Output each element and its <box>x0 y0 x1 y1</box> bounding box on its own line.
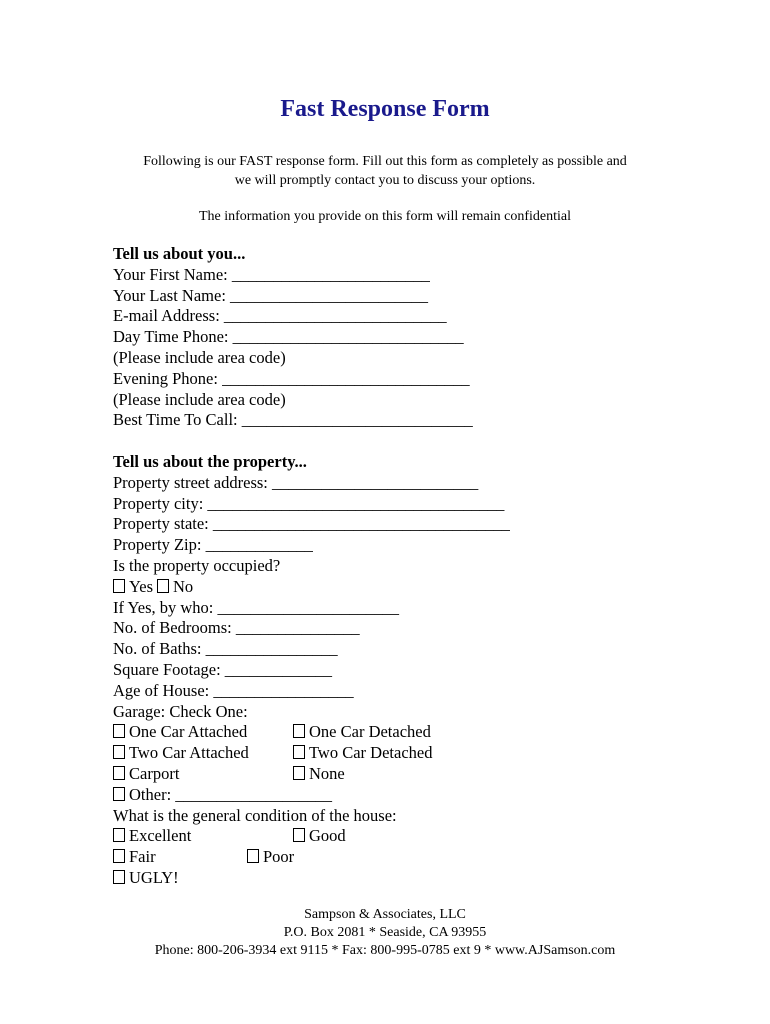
condition-fair-option[interactable] <box>113 847 156 868</box>
checkbox-icon <box>157 579 169 593</box>
street-address-field[interactable]: Property street address: _________________________ <box>113 472 479 492</box>
checkbox-icon <box>113 579 125 593</box>
checkbox-icon <box>293 766 305 780</box>
garage-two-attached-option[interactable] <box>113 743 249 764</box>
garage-one-detached-option[interactable] <box>293 722 431 743</box>
checkbox-icon <box>293 724 305 738</box>
garage-options-row-3 <box>113 764 673 785</box>
evening-phone-field[interactable]: Evening Phone: ______________________________ <box>113 368 470 388</box>
checkbox-icon <box>113 745 125 759</box>
garage-none-option[interactable] <box>293 764 345 785</box>
email-field[interactable]: E-mail Address: ___________________________ <box>113 306 447 326</box>
garage-two-detached-label: Two Car Detached <box>309 743 433 763</box>
checkbox-icon <box>113 724 125 738</box>
about-you-heading: Tell us about you... <box>113 244 246 263</box>
garage-options-row-2 <box>113 743 673 764</box>
occupied-yes-label: Yes <box>129 576 154 596</box>
about-property-heading: Tell us about the property... <box>113 451 307 471</box>
checkbox-icon <box>113 870 125 884</box>
condition-poor-label: Poor <box>263 847 295 867</box>
garage-other-label: Other: ___________________ <box>129 784 333 804</box>
occupant-field[interactable]: If Yes, by who: ______________________ <box>113 597 400 617</box>
best-time-field[interactable]: Best Time To Call: ____________________________ <box>113 410 473 430</box>
garage-carport-label: Carport <box>129 763 180 783</box>
footer-address: P.O. Box 2081 * Seaside, CA 93955 <box>283 925 487 940</box>
city-field[interactable]: Property city: ____________________________________ <box>113 493 505 513</box>
garage-two-attached-label: Two Car Attached <box>129 743 249 763</box>
checkbox-icon <box>113 766 125 780</box>
garage-options-row-1 <box>113 722 673 743</box>
confidential-note: The information you provide on this form will remain confidential <box>198 209 572 224</box>
section-spacer <box>113 431 673 452</box>
bedrooms-field[interactable]: No. of Bedrooms: _______________ <box>113 618 360 638</box>
occupied-yes-option[interactable] <box>113 577 153 598</box>
day-phone-field[interactable]: Day Time Phone: ____________________________ <box>113 327 464 347</box>
checkbox-icon <box>293 828 305 842</box>
condition-good-label: Good <box>309 826 346 846</box>
condition-excellent-option[interactable] <box>113 826 191 847</box>
garage-question: Garage: Check One: <box>113 701 248 721</box>
occupied-no-label: No <box>173 576 194 596</box>
checkbox-icon <box>113 849 125 863</box>
checkbox-icon <box>113 787 125 801</box>
garage-two-detached-option[interactable] <box>293 743 432 764</box>
intro-line-2: we will promptly contact you to discuss your options. <box>234 173 536 188</box>
garage-one-detached-label: One Car Detached <box>309 722 431 742</box>
footer-company: Sampson & Associates, LLC <box>304 907 466 922</box>
occupied-options <box>113 577 673 598</box>
checkbox-icon <box>293 745 305 759</box>
form-body <box>113 244 673 889</box>
garage-none-label: None <box>309 763 345 783</box>
condition-ugly-label: UGLY! <box>129 867 179 887</box>
condition-options-row-2 <box>113 847 673 868</box>
zip-field[interactable]: Property Zip: _____________ <box>113 535 313 555</box>
checkbox-icon <box>247 849 259 863</box>
evening-phone-note: (Please include area code) <box>113 389 286 409</box>
footer-contact: Phone: 800-206-3934 ext 9115 * Fax: 800-995-0785 ext 9 * www.AJSamson.com <box>154 943 616 958</box>
baths-field[interactable]: No. of Baths: ________________ <box>113 639 338 659</box>
occupied-question: Is the property occupied? <box>113 555 281 575</box>
checkbox-icon <box>113 828 125 842</box>
state-field[interactable]: Property state: ____________________________________ <box>113 514 510 534</box>
square-footage-field[interactable]: Square Footage: _____________ <box>113 659 333 679</box>
condition-options-row-1 <box>113 826 673 847</box>
intro-line-1: Following is our FAST response form. Fill out this form as completely as possible and <box>143 154 627 169</box>
condition-excellent-label: Excellent <box>129 826 192 846</box>
condition-question: What is the general condition of the house: <box>113 805 397 825</box>
garage-other-option[interactable] <box>113 785 673 806</box>
age-of-house-field[interactable]: Age of House: _________________ <box>113 680 354 700</box>
garage-one-attached-label: One Car Attached <box>129 722 248 742</box>
condition-poor-option[interactable] <box>247 847 294 868</box>
garage-one-attached-option[interactable] <box>113 722 247 743</box>
garage-carport-option[interactable] <box>113 764 179 785</box>
day-phone-note: (Please include area code) <box>113 347 286 367</box>
last-name-field[interactable]: Your Last Name: ________________________ <box>113 285 429 305</box>
first-name-field[interactable]: Your First Name: ________________________ <box>113 264 430 284</box>
occupied-no-option[interactable] <box>157 577 193 598</box>
condition-good-option[interactable] <box>293 826 346 847</box>
condition-fair-label: Fair <box>129 847 156 867</box>
page-title: Fast Response Form <box>280 96 490 122</box>
condition-ugly-option[interactable] <box>113 868 673 889</box>
